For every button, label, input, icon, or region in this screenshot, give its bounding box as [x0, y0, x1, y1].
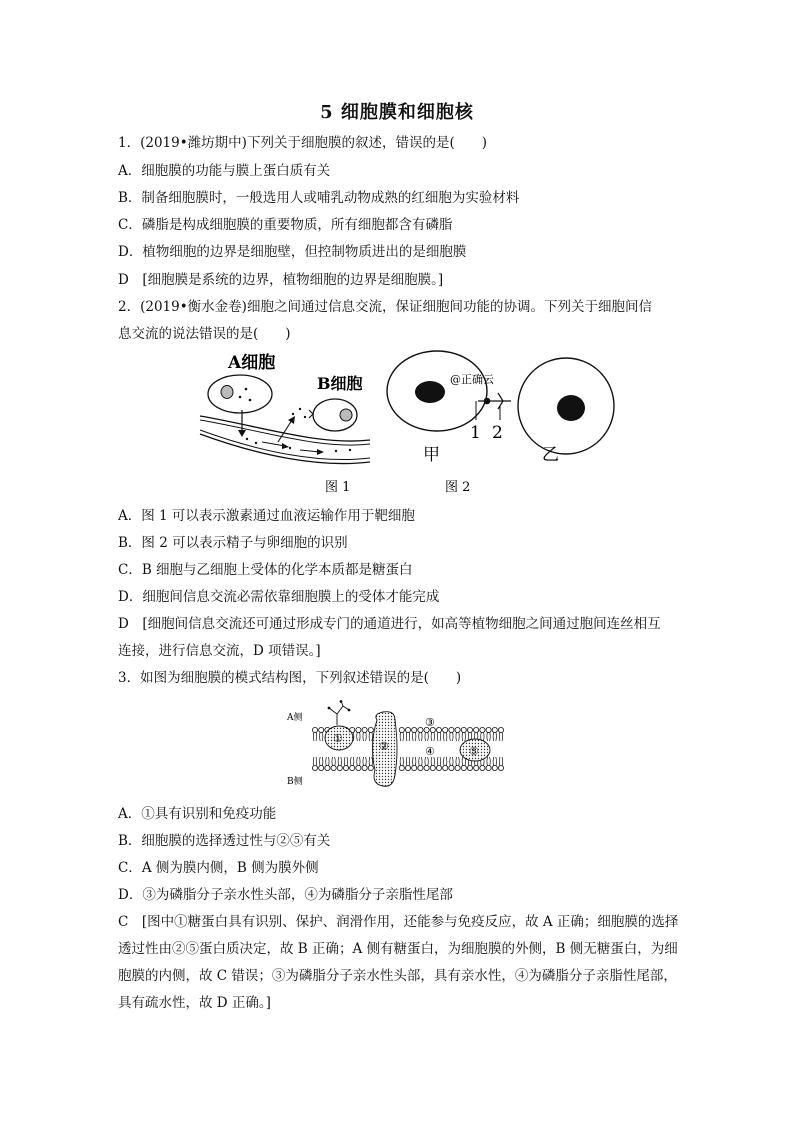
blood-dot: [255, 442, 257, 444]
phospholipid-outer: [492, 727, 497, 741]
phospholipid-outer: [449, 727, 454, 741]
q2-figure: [190, 348, 620, 500]
phospholipid-inner: [319, 757, 324, 771]
q1-option-c: C．磷脂是构成细胞膜的重要物质，所有细胞都含有磷脂: [118, 217, 453, 233]
phospholipid-inner: [325, 757, 330, 771]
secretion-dot: [239, 396, 242, 399]
q1-option-a: A．细胞膜的功能与膜上蛋白质有关: [118, 163, 331, 179]
label-jia: 甲: [423, 445, 440, 465]
q3-option-c: C．A 侧为膜内侧，B 侧为膜外侧: [118, 860, 319, 876]
phospholipid-outer: [399, 727, 404, 741]
sugar-chain: [329, 701, 349, 725]
target-dot: [292, 413, 294, 415]
flow-arrow-head: [282, 443, 289, 449]
phospholipid-outer: [430, 727, 435, 741]
phospholipid-outer: [405, 727, 410, 741]
q3-figure: [285, 700, 515, 795]
q2-stem-line1: 2．(2019•衡水金卷)细胞之间通过信息交流，保证细胞间功能的协调。下列关于细胞间信: [118, 299, 652, 315]
phospholipid-outer: [498, 727, 503, 741]
receptor: [309, 410, 313, 418]
q3-stem: 3．如图为细胞膜的模式结构图，下列叙述错误的是( ): [118, 670, 462, 686]
number-3: ③: [425, 716, 435, 729]
phospholipid-inner: [449, 757, 454, 771]
phospholipid-inner: [399, 757, 404, 771]
phospholipid-inner: [430, 757, 435, 771]
cell-b-nucleus: [340, 409, 352, 421]
label-yi: 乙: [542, 445, 559, 465]
signal-molecule: [484, 398, 491, 405]
phospholipid-inner: [343, 757, 348, 771]
caption-figure-2: 图 2: [445, 480, 471, 495]
q3-option-b: B．细胞膜的选择透过性与②⑤有关: [118, 833, 331, 849]
cell-a-nucleus: [221, 386, 233, 399]
q2-option-a: A．图 1 可以表示激素通过血液运输作用于靶细胞: [118, 508, 415, 524]
phospholipid-inner: [492, 757, 497, 771]
number-4: ④: [425, 745, 435, 758]
number-2: ②: [379, 740, 389, 753]
number-1: ①: [333, 732, 343, 745]
target-dot: [304, 416, 306, 418]
phospholipid-outer: [424, 727, 429, 741]
phospholipid-outer: [412, 727, 417, 741]
q1-answer: D [细胞膜是系统的边界，植物细胞的边界是细胞膜。]: [118, 272, 444, 288]
q2-option-d: D．细胞间信息交流必需依靠细胞膜上的受体才能完成: [118, 589, 440, 605]
q2-stem-line2: 息交流的说法错误的是( ): [118, 326, 291, 342]
cell-yi-nucleus: [557, 395, 585, 421]
secretion-dot: [245, 388, 248, 391]
phospholipid-outer: [362, 727, 367, 741]
blood-dot: [349, 449, 351, 451]
blood-dot: [289, 447, 291, 449]
phospholipid-inner: [455, 757, 460, 771]
cell-a: [208, 375, 272, 413]
phospholipid-inner: [486, 757, 491, 771]
label-2: 2: [492, 423, 503, 443]
exit-arrow-head: [288, 416, 295, 424]
q1-option-b: B．制备细胞膜时，一般选用人或哺乳动物成熟的红细胞为实验材料: [118, 190, 520, 206]
sugar-unit: [328, 707, 331, 710]
q2-answer-line2: 连接，进行信息交流，D 项错误。]: [118, 643, 321, 659]
phospholipid-outer: [356, 727, 361, 741]
phospholipid-inner: [418, 757, 423, 771]
secretion-dot: [249, 399, 252, 402]
watermark: @正确云: [450, 373, 494, 386]
exit-arrow: [278, 420, 292, 442]
label-1: 1: [470, 423, 481, 443]
phospholipid-inner: [498, 757, 503, 771]
phospholipid-outer: [486, 727, 491, 741]
q2-answer-line1: D [细胞间信息交流还可通过形成专门的通道进行，如高等植物细胞之间通过胞间连丝相互: [118, 616, 661, 632]
blood-dot: [246, 438, 248, 440]
flow-arrow: [262, 442, 285, 446]
blood-dot: [335, 450, 337, 452]
side-a-label: A侧: [287, 713, 303, 723]
q3-option-a: A．①具有识别和免疫功能: [118, 806, 277, 822]
cell-b-label: B细胞: [317, 374, 363, 393]
q1-option-d: D．植物细胞的边界是细胞壁，但控制物质进出的是细胞膜: [118, 244, 467, 260]
sugar-unit: [340, 700, 343, 703]
phospholipid-outer: [455, 727, 460, 741]
phospholipid-outer: [443, 727, 448, 741]
phospholipid-inner: [337, 757, 342, 771]
phospholipid-inner: [436, 757, 441, 771]
page-title: 5 细胞膜和细胞核: [320, 102, 474, 123]
phospholipid-inner: [331, 757, 336, 771]
phospholipid-inner: [350, 757, 355, 771]
phospholipid-inner: [356, 757, 361, 771]
flow-arrow-head: [317, 449, 324, 455]
cell-a-label: A细胞: [228, 353, 276, 373]
cell-jia-nucleus: [415, 381, 445, 403]
phospholipid-inner: [412, 757, 417, 771]
q2-option-c: C．B 细胞与乙细胞上受体的化学本质都是糖蛋白: [118, 562, 413, 578]
phospholipid-outer: [319, 727, 324, 741]
side-b-label: B侧: [287, 777, 303, 787]
phospholipid-outer: [461, 727, 466, 741]
phospholipid-outer: [436, 727, 441, 741]
phospholipid-inner: [312, 757, 317, 771]
number-5: ⑤: [469, 745, 479, 758]
caption-figure-1: 图 1: [325, 480, 351, 495]
q3-option-d: D．③为磷脂分子亲水性头部，④为磷脂分子亲脂性尾部: [118, 887, 453, 903]
target-dot: [299, 408, 301, 410]
q3-answer: C [图中①糖蛋白具有识别、保护、润滑作用，还能参与免疫反应，故 A 正确；细胞膜的选择透过性由②⑤蛋白质决定，故 B 正确；A 侧有糖蛋白，为细胞膜的外侧，B 侧无糖蛋白，为细胞膜的内侧，故 C 错误；③为磷脂分子亲水性头部，具有亲水性，④为磷脂分子亲脂性尾部，具有疏水性，故 D 正确。]: [118, 914, 679, 1011]
phospholipid-outer: [312, 727, 317, 741]
q1-stem: 1．(2019•潍坊期中)下列关于细胞膜的叙述，错误的是( ): [118, 135, 487, 151]
sugar-unit: [348, 709, 351, 712]
phospholipid-outer: [418, 727, 423, 741]
q2-option-b: B．图 2 可以表示精子与卵细胞的识别: [118, 535, 348, 551]
phospholipid-inner: [443, 757, 448, 771]
phospholipid-outer: [480, 727, 485, 741]
secretion-arrow-head: [238, 430, 246, 437]
phospholipid-inner: [424, 757, 429, 771]
phospholipid-inner: [405, 757, 410, 771]
phospholipid-inner: [362, 757, 367, 771]
